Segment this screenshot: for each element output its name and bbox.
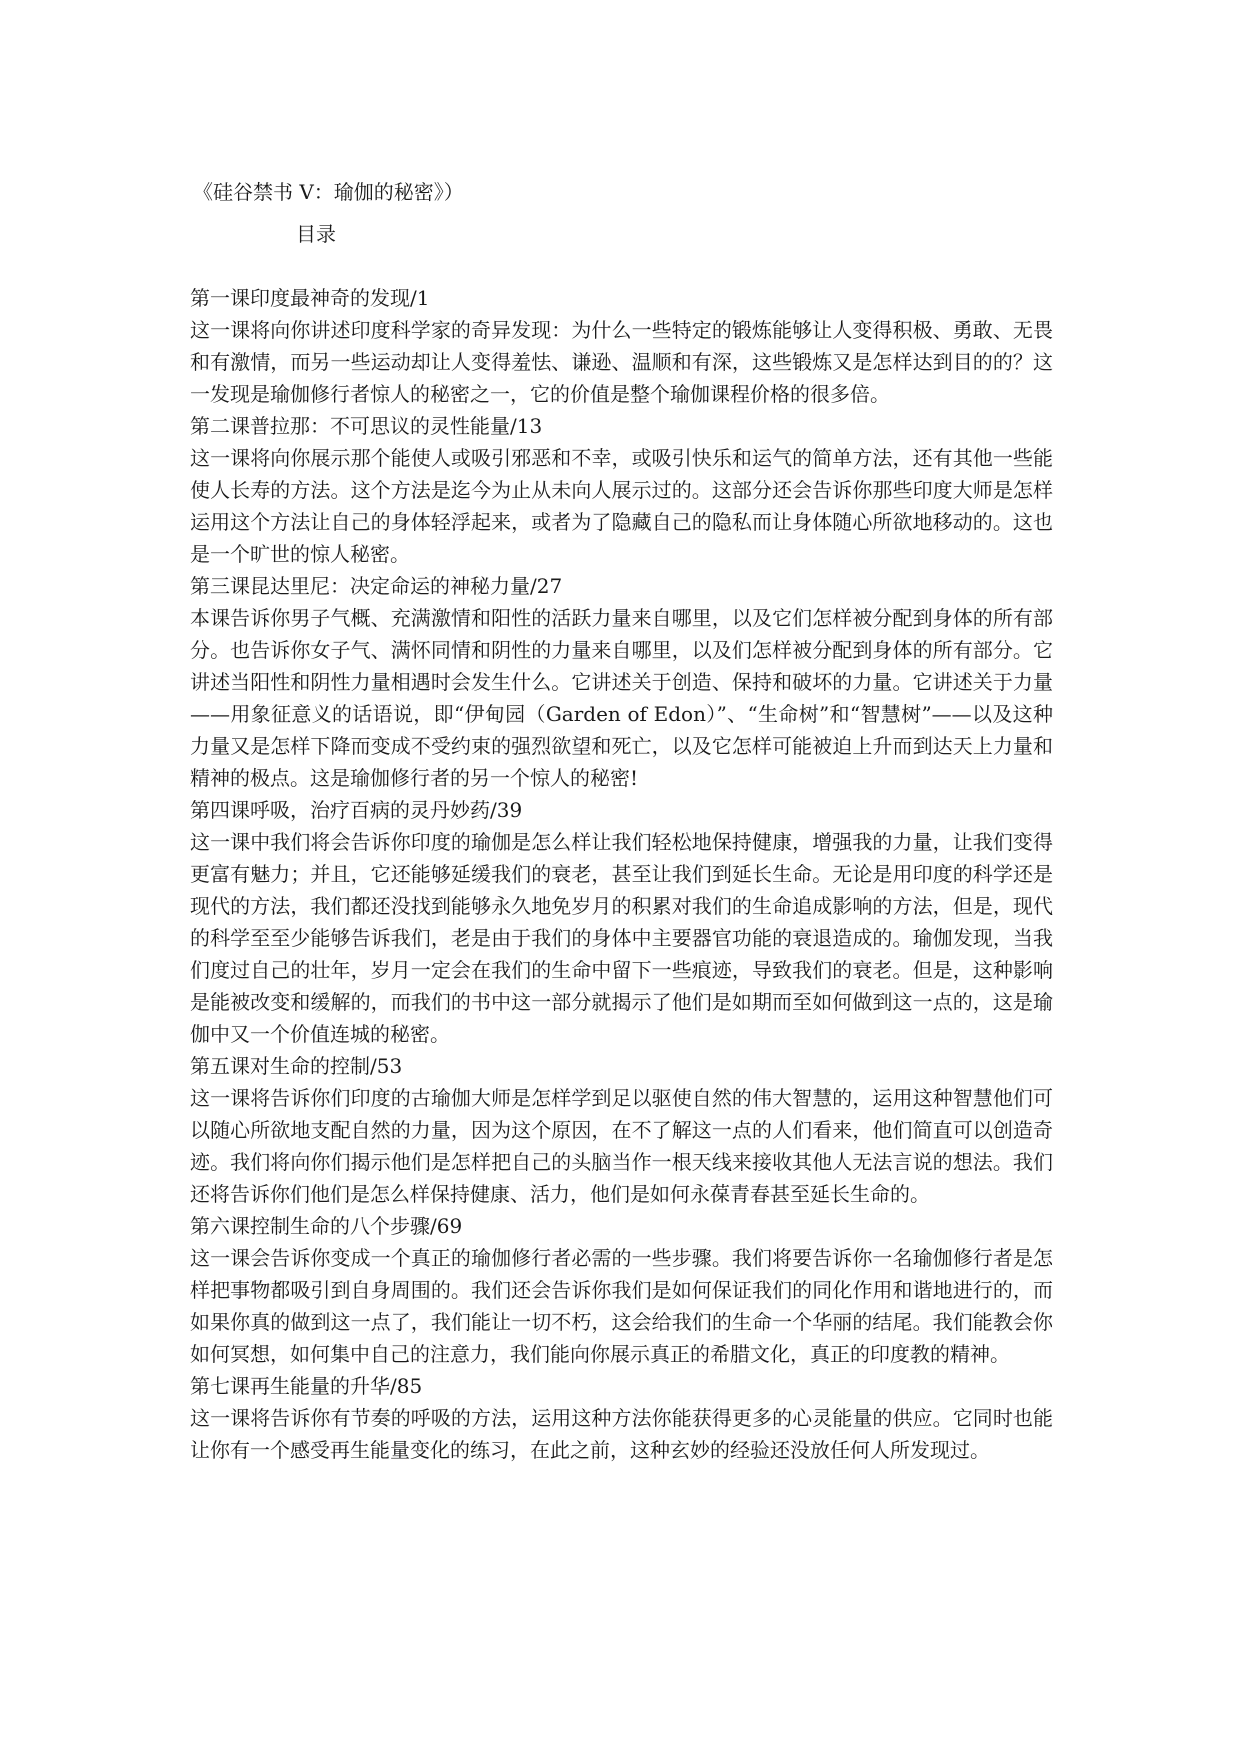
- lesson-entry: [190, 570, 1053, 794]
- lesson-heading: 第七课再生能量的升华/85: [190, 1374, 423, 1398]
- lesson-entry: [190, 410, 1053, 570]
- lesson-heading: 第六课控制生命的八个步骤/69: [190, 1214, 463, 1238]
- lesson-heading: 第五课对生命的控制/53: [190, 1054, 403, 1078]
- lesson-description: 这一课中我们将会告诉你印度的瑜伽是怎么样让我们轻松地保持健康，增强我的力量，让我们变得更富有魅力；并且，它还能够延缓我们的衰老，甚至让我们到延长生命。无论是用印度的科学还是现代的方法，我们都还没找到能够永久地免岁月的积累对我们的生命追成影响的方法，但是，现代的科学至至少能够告诉我们，老是由于我们的身体中主要器官功能的衰退造成的。瑜伽发现，当我们度过自己的壮年，岁月一定会在我们的生命中留下一些痕迹，导致我们的衰老。但是，这种影响是能被改变和缓解的，而我们的书中这一部分就揭示了他们是如期而至如何做到这一点的，这是瑜伽中又一个价值连城的秘密。: [190, 830, 1053, 1046]
- lesson-description: 这一课将告诉你有节奏的呼吸的方法，运用这种方法你能获得更多的心灵能量的供应。它同时也能让你有一个感受再生能量变化的练习，在此之前，这种玄妙的经验还没放任何人所发现过。: [190, 1406, 1053, 1462]
- lesson-description: 这一课将向你讲述印度科学家的奇异发现：为什么一些特定的锻炼能够让人变得积极、勇敢、无畏和有激情，而另一些运动却让人变得羞怯、谦逊、温顺和有深，这些锻炼又是怎样达到目的的？这一发现是瑜伽修行者惊人的秘密之一，它的价值是整个瑜伽课程价格的很多倍。: [190, 318, 1053, 406]
- toc-content: [190, 282, 1053, 1466]
- table-of-contents-label: 目录: [296, 222, 336, 246]
- lesson-entry: [190, 1210, 1053, 1370]
- lesson-entry: [190, 794, 1053, 1050]
- lesson-description: 这一课会告诉你变成一个真正的瑜伽修行者必需的一些步骤。我们将要告诉你一名瑜伽修行者是怎样把事物都吸引到自身周围的。我们还会告诉你我们是如何保证我们的同化作用和谐地进行的，而如果你真的做到这一点了，我们能让一切不朽，这会给我们的生命一个华丽的结尾。我们能教会你如何冥想，如何集中自己的注意力，我们能向你展示真正的希腊文化，真正的印度教的精神。: [190, 1246, 1053, 1366]
- lesson-description: 这一课将告诉你们印度的古瑜伽大师是怎样学到足以驱使自然的伟大智慧的，运用这种智慧他们可以随心所欲地支配自然的力量，因为这个原因，在不了解这一点的人们看来，他们简直可以创造奇迹。我们将向你们揭示他们是怎样把自己的头脑当作一根天线来接收其他人无法言说的想法。我们还将告诉你们他们是怎么样保持健康、活力，他们是如何永葆青春甚至延长生命的。: [190, 1086, 1053, 1206]
- lesson-heading: 第二课普拉那：不可思议的灵性能量/13: [190, 414, 543, 438]
- lesson-entry: [190, 1370, 1053, 1466]
- lesson-description: 本课告诉你男子气概、充满激情和阳性的活跃力量来自哪里，以及它们怎样被分配到身体的所有部分。也告诉你女子气、满怀同情和阴性的力量来自哪里，以及们怎样被分配到身体的所有部分。它讲述当阳性和阴性力量相遇时会发生什么。它讲述关于创造、保持和破坏的力量。它讲述关于力量——用象征意义的话语说，即“伊甸园（Garden of Edon）”、“生命树”和“智慧树”——以及这种力量又是怎样下降而变成不受约束的强烈欲望和死亡，以及它怎样可能被迫上升而到达天上力量和精神的极点。这是瑜伽修行者的另一个惊人的秘密!: [190, 606, 1053, 790]
- lesson-heading: 第三课昆达里尼：决定命运的神秘力量/27: [190, 574, 563, 598]
- lesson-heading: 第一课印度最神奇的发现/1: [190, 286, 430, 310]
- document-title: 《硅谷禁书 V：瑜伽的秘密》）: [193, 180, 464, 204]
- lesson-entry: [190, 1050, 1053, 1210]
- lesson-entry: [190, 282, 1053, 410]
- lesson-description: 这一课将向你展示那个能使人或吸引邪恶和不幸，或吸引快乐和运气的简单方法，还有其他一些能使人长寿的方法。这个方法是迄今为止从未向人展示过的。这部分还会告诉你那些印度大师是怎样运用这个方法让自己的身体轻浮起来，或者为了隐藏自己的隐私而让身体随心所欲地移动的。这也是一个旷世的惊人秘密。: [190, 446, 1053, 566]
- lesson-heading: 第四课呼吸，治疗百病的灵丹妙药/39: [190, 798, 523, 822]
